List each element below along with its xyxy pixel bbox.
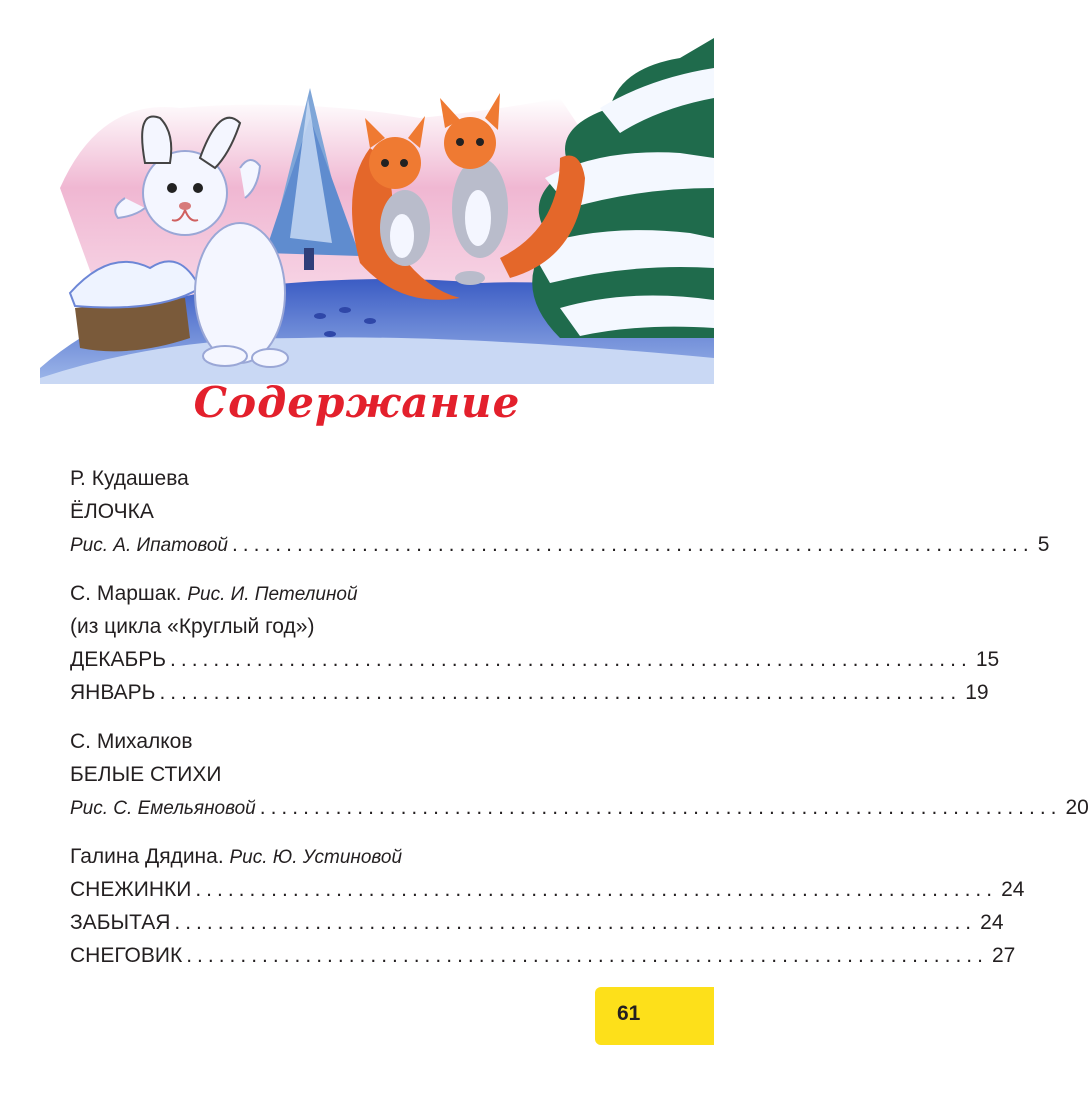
dot-leader: .......................................................................... — [174, 911, 977, 934]
entry-title: ДЕКАБРЬ — [70, 648, 167, 671]
toc-entry[interactable] — [70, 643, 1000, 676]
table-of-contents — [70, 462, 1089, 972]
page-ref: 15 — [975, 648, 1000, 671]
toc-entry[interactable] — [70, 939, 1016, 972]
page-ref: 19 — [965, 681, 989, 704]
dot-leader: .......................................................................... — [170, 648, 972, 671]
page-ref: 24 — [1001, 878, 1025, 901]
author-line: Р. Кудашева — [70, 467, 189, 490]
toc-entry[interactable] — [70, 676, 989, 709]
cycle-note: (из цикла «Круглый год») — [70, 615, 315, 638]
page-number-tab — [595, 987, 714, 1045]
entry-title: СНЕГОВИК — [70, 944, 183, 967]
entry-title: ЗАБЫТАЯ — [70, 911, 171, 934]
entry-title: СНЕЖИНКИ — [70, 878, 192, 901]
page-title: Содержание — [193, 378, 521, 427]
illustrator-credit: Рис. И. Петелиной — [187, 584, 358, 605]
dot-leader: .......................................................................... — [186, 944, 988, 967]
dot-leader: .......................................................................... — [259, 796, 1062, 819]
illustrator-credit: Рис. А. Ипатовой — [70, 535, 228, 556]
page-ref: 27 — [991, 944, 1016, 967]
dot-leader: .......................................................................... — [195, 878, 998, 901]
entry-title: ЯНВАРЬ — [70, 681, 156, 704]
illustrator-credit: Рис. Ю. Устиновой — [229, 847, 403, 868]
author-line: С. Маршак. Рис. И. Петелиной — [70, 582, 358, 605]
page-number: 61 — [617, 1002, 641, 1025]
page-ref: 5 — [1037, 533, 1050, 556]
tree-stump — [70, 261, 200, 351]
dot-leader: .......................................................................... — [231, 533, 1034, 556]
author-line: С. Михалков — [70, 730, 193, 753]
work-title: ЁЛОЧКА — [70, 500, 154, 523]
toc-entry[interactable] — [70, 791, 1089, 824]
page-ref: 20 — [1065, 796, 1089, 819]
toc-entry[interactable] — [70, 528, 1050, 561]
page-ref: 24 — [980, 911, 1004, 934]
author-line: Галина Дядина. Рис. Ю. Устиновой — [70, 845, 403, 868]
toc-entry[interactable] — [70, 873, 1025, 906]
winter-illustration — [40, 38, 714, 384]
illustrator-credit: Рис. С. Емельяновой — [70, 798, 256, 819]
work-title: БЕЛЫЕ СТИХИ — [70, 763, 222, 786]
dot-leader: .......................................................................... — [159, 681, 962, 704]
toc-entry[interactable] — [70, 906, 1004, 939]
